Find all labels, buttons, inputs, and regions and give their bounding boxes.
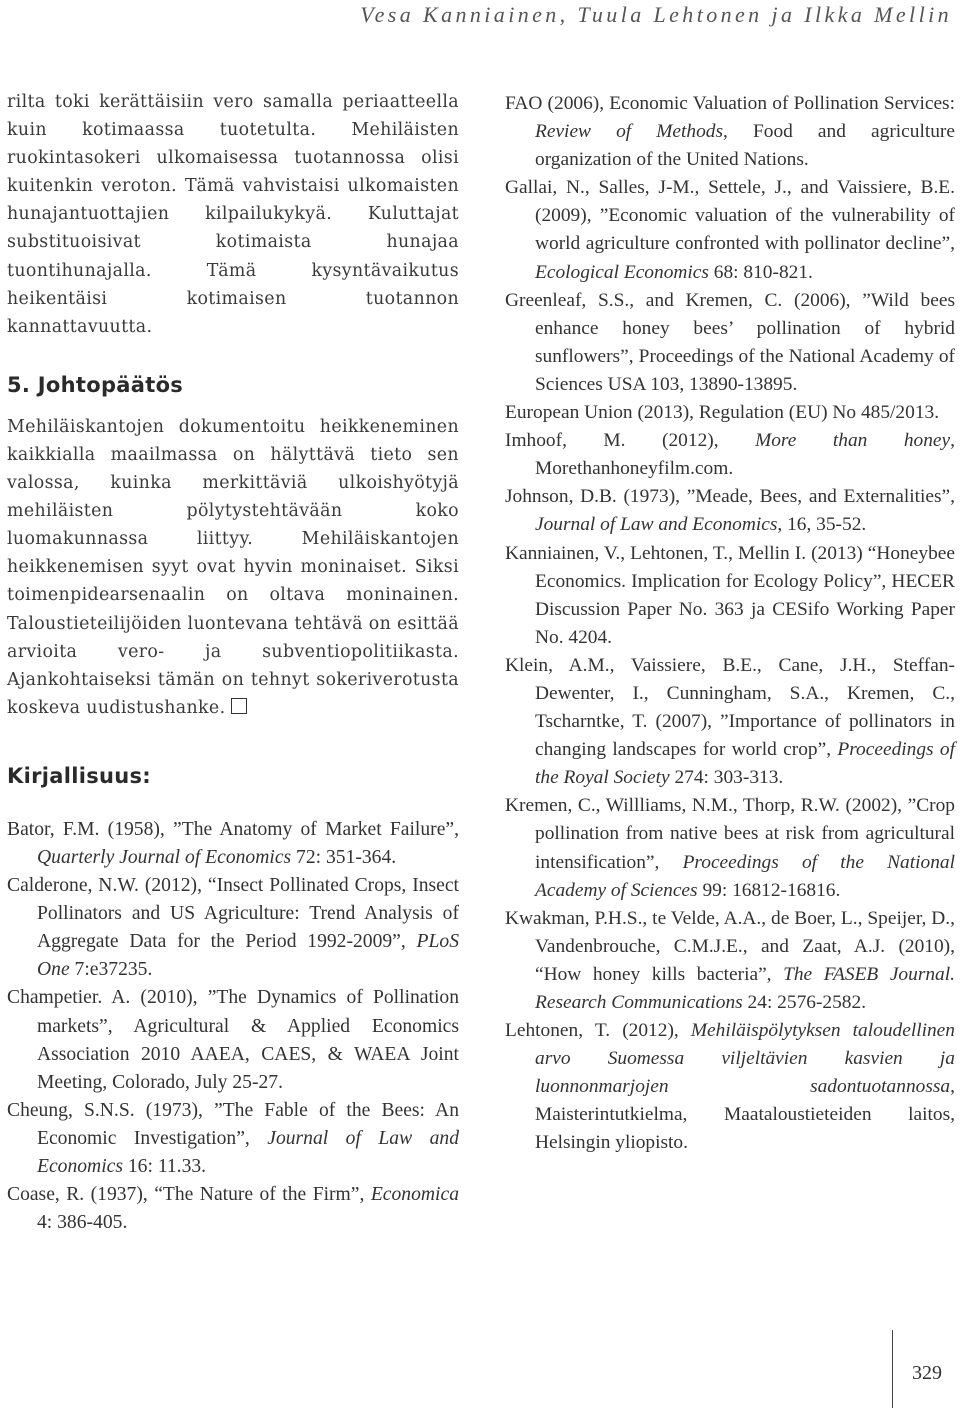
section-heading: 5. Johtopäätös <box>7 372 184 397</box>
reference-item: Kremen, C., Willliams, N.M., Thorp, R.W. (2002), ”Crop pollination from native bees at risk from agricultural intensification”, Proceedings of the National Academy of Sciences 99: 16812-16816. <box>505 795 955 901</box>
intro-paragraph: rilta toki kerättäisiin vero samalla periaatteella kuin kotimaassa tuotetulta. Mehiläisten ruokintasokeri ulkomaisessa tuotannossa olisi kuitenkin veroton. Tämä vahvistaisi ulkomaisten hunajantuottajien kilpailukykyä. Kuluttajat substituoisivat kotimaista hunajaa tuontihunajalla. Tämä kysyntävaikutus heikentäisi kotimaisen tuotannon kannattavuutta. <box>7 92 459 337</box>
reference-item: Bator, F.M. (1958), ”The Anatomy of Market Failure”, Quarterly Journal of Economics 72: 351-364. <box>7 818 459 868</box>
left-column <box>7 88 459 1237</box>
reference-item: Coase, R. (1937), “The Nature of the Firm”, Economica 4: 386-405. <box>7 1184 459 1234</box>
references-heading: Kirjallisuus: <box>7 763 151 788</box>
page-number: 329 <box>912 1362 942 1384</box>
reference-item: Imhoof, M. (2012), More than honey, Morethanhoneyfilm.com. <box>505 430 955 480</box>
reference-item: Calderone, N.W. (2012), “Insect Pollinated Crops, Insect Pollinators and US Agriculture: Trend Analysis of Aggregate Data for the Period 1992-2009”, PLoS One 7:e37235. <box>7 875 459 981</box>
reference-list-right <box>505 90 955 1158</box>
reference-item: Kwakman, P.H.S., te Velde, A.A., de Boer, L., Speijer, D., Vandenbrouche, C.M.J.E., and Zaat, A.J. (2010), “How honey kills bacteria”, The FASEB Journal. Research Communications 24: 2576-2582. <box>505 907 955 1013</box>
reference-item: FAO (2006), Economic Valuation of Pollination Services: Review of Methods, Food and agriculture organization of the United Nations. <box>505 93 955 171</box>
right-column <box>505 90 955 1158</box>
reference-list-left <box>7 816 459 1237</box>
running-head: Vesa Kanniainen, Tuula Lehtonen ja Ilkka Mellin <box>360 2 952 27</box>
reference-item: Gallai, N., Salles, J-M., Settele, J., and Vaissiere, B.E. (2009), ”Economic valuation of the vulnerability of world agriculture confronted with pollinator decline”, Ecological Economics 68: 810-821. <box>505 177 955 283</box>
reference-item: Champetier. A. (2010), ”The Dynamics of Pollination markets”, Agricultural & Applied Economics Association 2010 AAEA, CAES, & WAEA Joint Meeting, Colorado, July 25-27. <box>7 987 459 1093</box>
reference-item: Johnson, D.B. (1973), ”Meade, Bees, and Externalities”, Journal of Law and Economics, 16, 35-52. <box>505 486 955 536</box>
reference-item: Kanniainen, V., Lehtonen, T., Mellin I. (2013) “Honeybee Economics. Implication for Ecology Policy”, HECER Discussion Paper No. 363 ja CESifo Working Paper No. 4204. <box>505 542 955 648</box>
page-number-rule <box>892 1330 893 1408</box>
conclusion-paragraph <box>7 413 459 722</box>
reference-item: Lehtonen, T. (2012), Mehiläispölytyksen taloudellinen arvo Suomessa viljeltävien kasvien ja luonnonmarjojen sadontuotannossa, Maisterintutkielma, Maataloustieteiden laitos, Helsingin yliopisto. <box>505 1020 955 1154</box>
reference-item: Cheung, S.N.S. (1973), ”The Fable of the Bees: An Economic Investigation”, Journal of Law and Economics 16: 11.33. <box>7 1099 459 1177</box>
reference-item: Greenleaf, S.S., and Kremen, C. (2006), ”Wild bees enhance honey bees’ pollination of hybrid sunflowers”, Proceedings of the National Academy of Sciences USA 103, 13890-13895. <box>505 289 955 395</box>
reference-item: Klein, A.M., Vaissiere, B.E., Cane, J.H., Steffan-Dewenter, I., Cunningham, S.A., Kremen, C., Tscharntke, T. (2007), ”Importance of pollinators in changing landscapes for world crop”, Proceedings of the Royal Society 274: 303-313. <box>505 654 955 789</box>
conclusion-text: Mehiläiskantojen dokumentoitu heikkeneminen kaikkialla maailmassa on hälyttävä tieto sen valossa, kuinka merkittäviä ulkoishyötyjä mehiläisten pölytystehtävään koko luomakunnassa liittyy. Mehiläiskantojen heikkenemisen syyt ovat hyvin moninaiset. Siksi toimenpidearsenaalin on oltava moninainen. Taloustieteilijöiden luontevana tehtävä on esittää arvioita vero- ja subventiopolitiikasta. Ajankohtaiseksi tämän on tehnyt sokeriverotusta koskeva uudistushanke. <box>7 416 459 718</box>
reference-item: European Union (2013), Regulation (EU) No 485/2013. <box>505 402 940 424</box>
end-of-article-icon <box>231 698 247 714</box>
